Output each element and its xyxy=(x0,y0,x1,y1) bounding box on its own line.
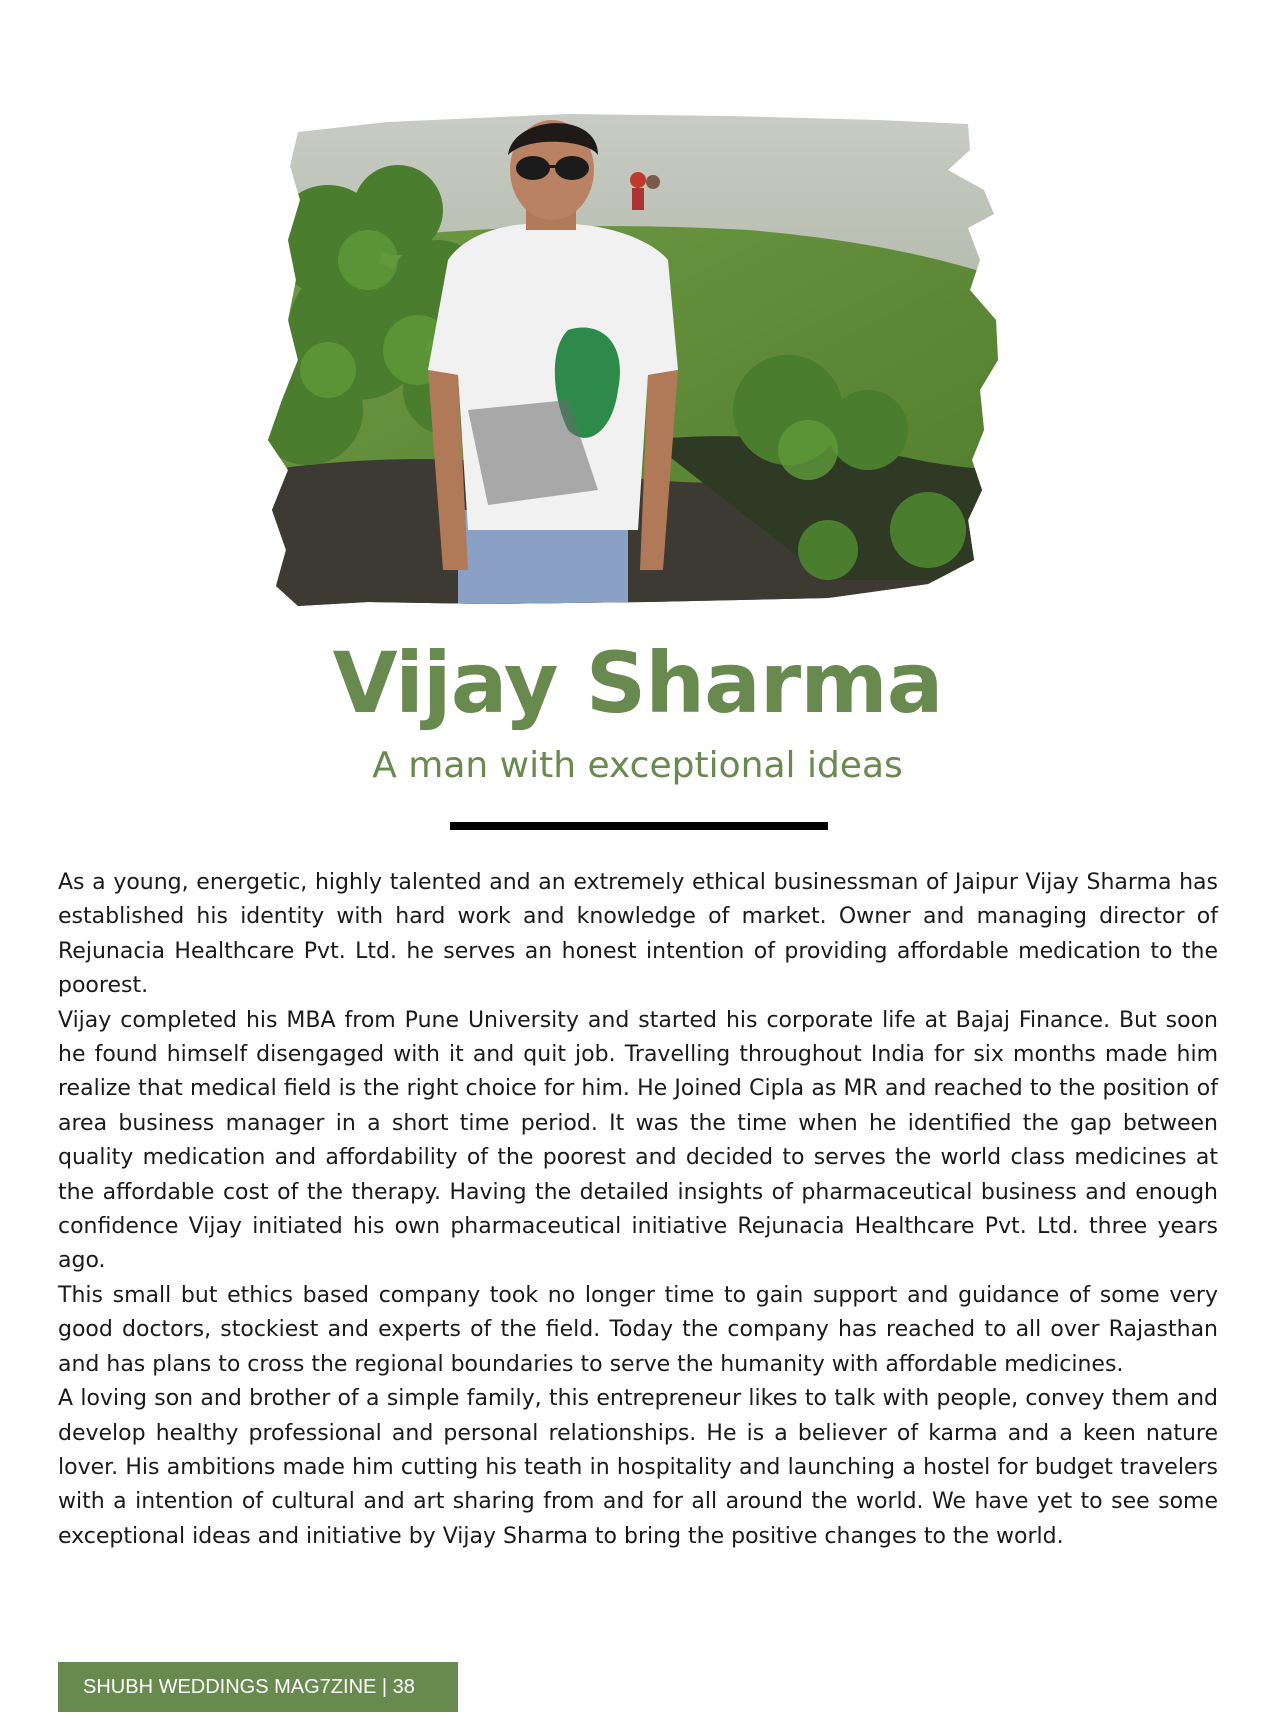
title-divider xyxy=(450,822,828,830)
profile-tagline: A man with exceptional ideas xyxy=(372,745,903,786)
article-paragraph: As a young, energetic, highly talented and an extremely ethical businessman of Jaipur Vijay Sharma has established his identity with hard work and knowledge of market. Owner and managing director of Rejunacia Healthcare Pvt. Ltd. he serves an honest intention of providing affordable medication to the poorest. xyxy=(58,870,1218,999)
page-footer: SHUBH WEDDINGS MAG7ZINE | 38 xyxy=(58,1662,458,1712)
article-paragraph: This small but ethics based company took no longer time to gain support and guidance of some very good doctors, stockiest and experts of the field. Today the company has reached to all over Rajasthan and has plans to cross the regional boundaries to serve the humanity with affordable medicines. xyxy=(58,1282,1218,1377)
article-paragraph: Vijay completed his MBA from Pune University and started his corporate life at Bajaj Finance. But soon he found himself disengaged with it and quit job. Travelling throughout India for six months made him realize that medical field is the right choice for him. He Joined Cipla as MR and reached to the position of area business manager in a short time period. It was the time when he identified the gap between quality medication and affordability of the poorest and decided to serves the world class medicines at the affordable cost of the therapy. Having the detailed insights of pharmaceutical business and enough confidence Vijay initiated his own pharmaceutical initiative Rejunacia Healthcare Pvt. Ltd. three years ago. xyxy=(58,1007,1218,1274)
article-paragraph: A loving son and brother of a simple family, this entrepreneur likes to talk with people, convey them and develop healthy professional and personal relationships. He is a believer of karma and a keen nature lover. His ambitions made him cutting his teath in hospitality and launching a hostel for budget travelers with a intention of cultural and art sharing from and for all around the world. We have yet to see some exceptional ideas and initiative by Vijay Sharma to bring the positive changes to the world. xyxy=(58,1386,1218,1549)
profile-photo xyxy=(268,110,1008,610)
profile-name: Vijay Sharma xyxy=(332,634,943,732)
article-body xyxy=(58,866,1218,1554)
